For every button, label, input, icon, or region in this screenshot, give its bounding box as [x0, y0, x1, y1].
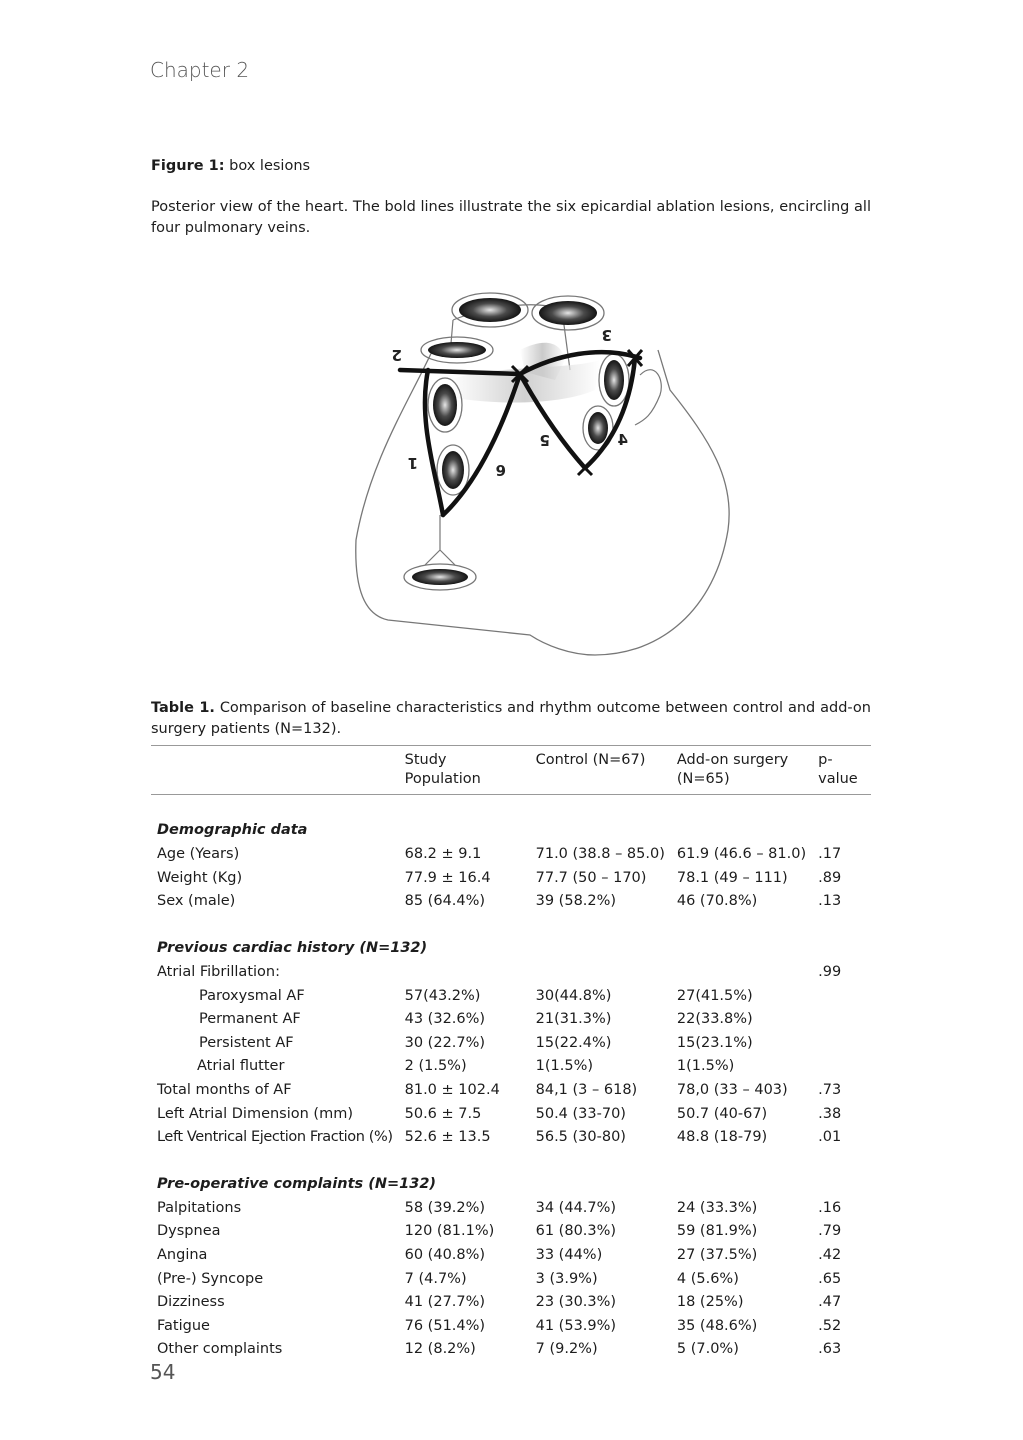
table-row — [151, 960, 871, 984]
cell-addon: 4 (5.6%) — [676, 1270, 739, 1287]
cell-addon: 48.8 (18-79) — [676, 1129, 768, 1146]
table-row — [151, 1125, 871, 1149]
table-row — [151, 1055, 871, 1079]
pulmonary-vein-right-upper — [599, 354, 629, 406]
cell-pvalue: .42 — [818, 1247, 842, 1264]
cell-study: 58 (39.2%) — [404, 1199, 486, 1216]
row-label: Atrial Fibrillation: — [157, 963, 280, 980]
cell-pvalue: .73 — [818, 1081, 842, 1098]
cell-addon: 78.1 (49 – 111) — [676, 869, 788, 886]
cell-control: 15(22.4%) — [535, 1034, 612, 1051]
row-label: Left Atrial Dimension (mm) — [157, 1105, 353, 1122]
table-row — [151, 1338, 871, 1362]
table-row — [151, 1290, 871, 1314]
cell-addon: 27(41.5%) — [676, 987, 753, 1004]
table-row — [151, 1078, 871, 1102]
section-title-row — [151, 1173, 871, 1197]
cell-pvalue: .38 — [818, 1105, 842, 1122]
cell-study: 7 (4.7%) — [404, 1270, 467, 1287]
cell-pvalue: .63 — [818, 1341, 842, 1358]
table-row — [151, 842, 871, 866]
row-label: Left Ventrical Ejection Fraction (%) — [157, 1129, 393, 1146]
table-row — [151, 1267, 871, 1291]
cell-pvalue: .16 — [818, 1199, 842, 1216]
table-row — [151, 1031, 871, 1055]
section-title-row — [151, 937, 871, 961]
row-label: Permanent AF — [199, 1011, 301, 1028]
row-label: Atrial flutter — [197, 1058, 285, 1075]
cell-addon: 27 (37.5%) — [676, 1247, 758, 1264]
row-label: Dyspnea — [157, 1223, 221, 1240]
table-row — [151, 984, 871, 1008]
cell-study: 81.0 ± 102.4 — [404, 1081, 500, 1098]
cell-addon: 15(23.1%) — [676, 1034, 753, 1051]
cell-control: 1(1.5%) — [535, 1058, 594, 1075]
table-row — [151, 866, 871, 890]
cell-study: 50.6 ± 7.5 — [404, 1105, 482, 1122]
column-header-study: Study Population — [404, 752, 481, 787]
cell-addon: 61.9 (46.6 – 81.0) — [676, 845, 807, 862]
lesion-label-3: 3 — [601, 326, 612, 344]
cell-addon: 46 (70.8%) — [676, 893, 758, 910]
row-label: Dizziness — [157, 1294, 225, 1311]
section-title: Demographic data — [157, 822, 308, 839]
cell-pvalue — [812, 1031, 871, 1055]
table-label: Table 1. — [151, 700, 215, 716]
table-row — [151, 1102, 871, 1126]
cell-control: 56.5 (30-80) — [535, 1129, 626, 1146]
cell-addon: 22(33.8%) — [676, 1011, 753, 1028]
cell-pvalue: .13 — [818, 893, 842, 910]
section-title-row — [151, 819, 871, 843]
cell-control: 50.4 (33-70) — [535, 1105, 626, 1122]
cell-control: 61 (80.3%) — [535, 1223, 617, 1240]
cell-study: 77.9 ± 16.4 — [404, 869, 491, 886]
baseline-characteristics-table — [151, 745, 871, 1361]
cell-control: 41 (53.9%) — [535, 1317, 617, 1334]
figure-caption — [151, 158, 310, 174]
table-caption — [151, 698, 871, 740]
cell-pvalue: .47 — [818, 1294, 842, 1311]
vein-upper-left — [421, 337, 493, 363]
row-label: Paroxysmal AF — [199, 987, 305, 1004]
column-header-addon: Add-on surgery (N=65) — [676, 752, 789, 787]
cell-pvalue: .79 — [818, 1223, 842, 1240]
figure-title: box lesions — [229, 158, 311, 174]
section-title: Pre-operative complaints (N=132) — [157, 1176, 437, 1193]
cell-control: 7 (9.2%) — [535, 1341, 598, 1358]
cell-addon — [671, 960, 812, 984]
row-label: Fatigue — [157, 1317, 210, 1334]
cell-pvalue: .17 — [818, 845, 842, 862]
cell-study: 41 (27.7%) — [404, 1294, 486, 1311]
column-header-label — [151, 746, 399, 795]
lesion-label-1: 1 — [407, 454, 418, 472]
lesion-label-5: 5 — [539, 431, 550, 449]
row-label: Age (Years) — [157, 845, 240, 862]
table-row — [151, 1007, 871, 1031]
cell-addon: 35 (48.6%) — [676, 1317, 758, 1334]
cell-pvalue — [812, 1007, 871, 1031]
cell-study: 52.6 ± 13.5 — [404, 1129, 491, 1146]
row-label: Angina — [157, 1247, 208, 1264]
cell-addon: 5 (7.0%) — [676, 1341, 739, 1358]
cell-control: 34 (44.7%) — [535, 1199, 617, 1216]
cell-study: 30 (22.7%) — [404, 1034, 486, 1051]
cell-study: 2 (1.5%) — [404, 1058, 467, 1075]
cell-control: 39 (58.2%) — [535, 893, 617, 910]
row-label: Persistent AF — [199, 1034, 294, 1051]
row-label: Other complaints — [157, 1341, 283, 1358]
cell-pvalue — [812, 1055, 871, 1079]
cell-addon: 18 (25%) — [676, 1294, 744, 1311]
figure-description: Posterior view of the heart. The bold lines illustrate the six epicardial ablation lesions, encircling all four pulmonary veins. — [151, 199, 871, 236]
cell-pvalue: .99 — [818, 963, 842, 980]
vein-top-right — [532, 296, 604, 330]
row-label: Palpitations — [157, 1199, 242, 1216]
table-row — [151, 1314, 871, 1338]
cell-addon: 24 (33.3%) — [676, 1199, 758, 1216]
figure-label: Figure 1: — [151, 158, 225, 174]
section-title: Previous cardiac history (N=132) — [157, 940, 428, 957]
cell-study: 76 (51.4%) — [404, 1317, 486, 1334]
cell-pvalue: .01 — [818, 1129, 842, 1146]
cell-control: 77.7 (50 – 170) — [535, 869, 647, 886]
cell-pvalue — [812, 984, 871, 1008]
cell-pvalue: .89 — [818, 869, 842, 886]
cell-study: 60 (40.8%) — [404, 1247, 486, 1264]
row-label: Total months of AF — [157, 1081, 292, 1098]
cell-pvalue: .65 — [818, 1270, 842, 1287]
cell-control: 71.0 (38.8 – 85.0) — [535, 845, 665, 862]
page-number: 54 — [150, 1360, 176, 1384]
lesion-label-2: 2 — [391, 346, 402, 364]
row-label: (Pre-) Syncope — [157, 1270, 264, 1287]
cell-addon: 59 (81.9%) — [676, 1223, 758, 1240]
table-row — [151, 1243, 871, 1267]
table-caption-text: Comparison of baseline characteristics and rhythm outcome between control and add-on surgery patients (N=132). — [151, 700, 871, 737]
cell-control: 33 (44%) — [535, 1247, 603, 1264]
chapter-header: Chapter 2 — [150, 58, 250, 82]
lesion-label-6: 6 — [495, 461, 506, 479]
vein-top-left — [452, 293, 528, 327]
cell-control: 30(44.8%) — [535, 987, 612, 1004]
table-header-row — [151, 746, 871, 795]
row-label: Sex (male) — [157, 893, 236, 910]
column-header-pvalue: p-value — [818, 752, 858, 787]
cell-control: 23 (30.3%) — [535, 1294, 617, 1311]
cell-study: 85 (64.4%) — [404, 893, 486, 910]
cell-pvalue: .52 — [818, 1317, 842, 1334]
cell-control: 3 (3.9%) — [535, 1270, 598, 1287]
heart-diagram — [340, 280, 740, 660]
cell-control — [530, 960, 671, 984]
table-row — [151, 1220, 871, 1244]
cell-control: 84,1 (3 – 618) — [535, 1081, 638, 1098]
cell-control: 21(31.3%) — [535, 1011, 612, 1028]
cell-addon: 78,0 (33 – 403) — [676, 1081, 788, 1098]
table-row — [151, 889, 871, 913]
cell-study: 12 (8.2%) — [404, 1341, 476, 1358]
row-label: Weight (Kg) — [157, 869, 243, 886]
cell-study — [399, 960, 530, 984]
table-row — [151, 1196, 871, 1220]
inferior-vena-cava — [404, 564, 476, 590]
cell-addon: 1(1.5%) — [676, 1058, 735, 1075]
cell-addon: 50.7 (40-67) — [676, 1105, 768, 1122]
lesion-label-4: 4 — [617, 431, 628, 449]
column-header-control: Control (N=67) — [535, 752, 646, 768]
cell-study: 43 (32.6%) — [404, 1011, 486, 1028]
cell-study: 120 (81.1%) — [404, 1223, 495, 1240]
cell-study: 68.2 ± 9.1 — [404, 845, 482, 862]
pulmonary-vein-left-upper — [428, 378, 462, 432]
cell-study: 57(43.2%) — [404, 987, 481, 1004]
